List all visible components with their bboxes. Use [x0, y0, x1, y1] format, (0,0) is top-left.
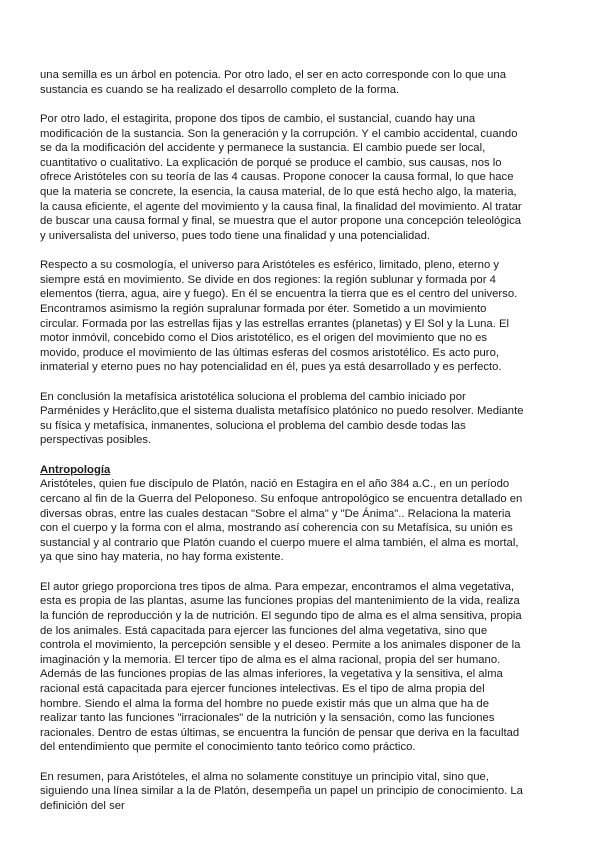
paragraph-conclusion: En conclusión la metafísica aristotélica soluciona el problema del cambio iniciado por Parménides y Heráclito,que el sistema dualista metafísico platónico no puedo resolver. Mediante su física y metafísica, inmanentes, soluciona el problema del cambio desde todas las perspectivas posibles. — [40, 390, 524, 447]
paragraph-antropologia-intro: Aristóteles, quien fue discípulo de Platón, nació en Estagira en el año 384 a.C., en un período cercano al fin de la Guerra del Peloponeso. Su enfoque antropológico se encuentra detallado en diversas obras, entre las cuales destacan "Sobre el alma" y "De Ánima".. Relaciona la materia con el cuerpo y la forma con el alma, mostrando así coherencia con su Metafísica, su unión es sustancial y al contrario que Platón cuando el cuerpo muere el alma también, el alma es mortal, ya que sino hay materia, no hay forma existente. — [40, 478, 523, 564]
paragraph-potencia: una semilla es un árbol en potencia. Por otro lado, el ser en acto corresponde con lo que una sustancia es cuando se ha realizado el desarrollo completo de la forma. — [40, 69, 506, 96]
document-body — [40, 68, 526, 828]
paragraph-tipos-de-alma: El autor griego proporciona tres tipos de alma. Para empezar, encontramos el alma vegetativa, esta es propia de las plantas, asume las funciones propias del mantenimiento de la vida, realiza la función de reproducción y la de nutrición. El segundo tipo de alma es el alma sensitiva, propia de los animales. Está capacitada para ejercer las funciones del alma vegetativa, sino que controla el movimiento, la percepción sensible y el deseo. Permite a los animales disponer de la imaginación y la memoria. El tercer tipo de alma es el alma racional, propia del ser humano. Además de las funciones propias de las almas inferiores, la vegetativa y la sensitiva, el alma racional está capacitada para ejercer funciones intelectivas. Es el tipo de alma propia del hombre. Siendo el alma la forma del hombre no puede existir más que un alma que ha de realizar tanto las funciones "irracionales" de la nutrición y la sensación, como las funciones racionales. Dentro de estas últimas, se encuentra la función de pensar que deriva en la facultad del entendimiento que permite el conocimiento tanto teórico como práctico. — [40, 580, 522, 754]
section-heading: Antropología — [40, 463, 111, 476]
section-antropologia — [40, 463, 526, 565]
paragraph-cosmologia: Respecto a su cosmología, el universo para Aristóteles es esférico, limitado, pleno, eterno y siempre está en movimiento. Se divide en dos regiones: la región sublunar y formada por 4 elementos (tierra, agua, aire y fuego). En él se encuentra la tierra que es el centro del universo. Encontramos asimismo la región supralunar formada por éter. Sometido a un movimiento circular. Formada por las estrellas fijas y las estrellas errantes (planetas) y El Sol y la Luna. El motor inmóvil, concebido como el Dios aristotélico, es el origen del movimiento que no es movido, produce el movimiento de las últimas esferas del cosmos aristotélico. Es acto puro, inmaterial y eterno pues no hay potencialidad en él, pues ya está desarrollado y es perfecto. — [40, 259, 518, 374]
paragraph-resumen: En resumen, para Aristóteles, el alma no solamente constituye un principio vital, sino que, siguiendo una línea similar a la de Platón, desempeña un papel un principio de conocimiento. La definición del ser — [40, 770, 523, 812]
paragraph-cambio: Por otro lado, el estagirita, propone dos tipos de cambio, el sustancial, cuando hay una modificación de la sustancia. Son la generación y la corrupción. Y el cambio accidental, cuando se da la modificación del accidente y permanece la sustancia. El cambio puede ser local, cuantitativo o cualitativo. La explicación de porqué se produce el cambio, sus causas, nos lo ofrece Aristóteles con su teoría de las 4 causas. Propone conocer la causa formal, lo que hace que la materia se concrete, la esencia, la causa material, de lo que está hecho algo, la materia, la causa eficiente, el agente del movimiento y la causa final, la finalidad del movimiento. Al tratar de buscar una causa formal y final, se muestra que el autor propone una concepción teleológica y universalista del universo, pues todo tiene una finalidad y una potencialidad. — [40, 112, 522, 242]
